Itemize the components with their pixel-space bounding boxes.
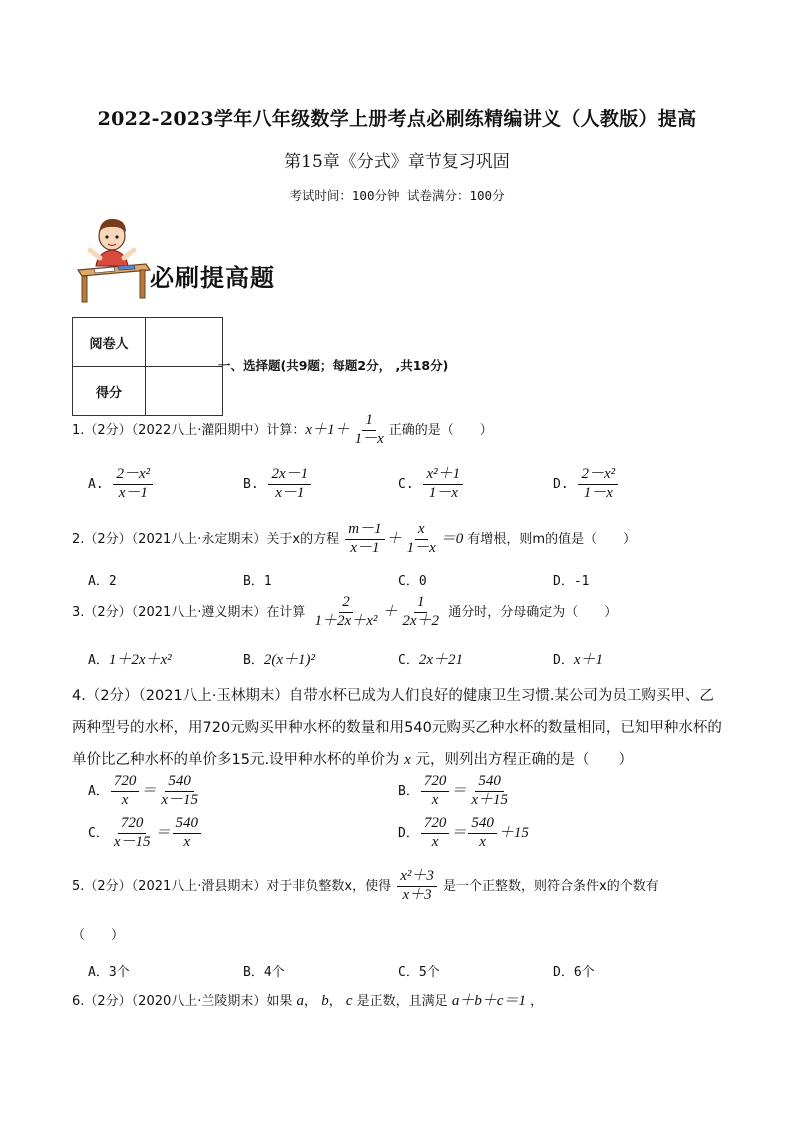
q5-answer-paren: （ ） [72,928,125,943]
q5-option-a[interactable]: A．3个 [88,965,130,980]
frac-den: x－15 [113,833,151,850]
frac-den: 1－x [583,484,613,501]
equals-sign: ＝ [141,782,157,799]
question-5 [72,869,659,904]
plus-sign: ＋ [386,530,402,547]
frac-num: 540 [468,816,497,834]
frac-den: 1＋2x＋x² [314,612,378,629]
question-4 [72,680,722,776]
q1-option-a[interactable] [88,467,155,502]
q3-tail: 通分时，分母确定为（ ） [448,604,618,620]
q1-option-d[interactable] [553,467,620,502]
frac-num: x²＋3 [397,869,437,887]
q5-tail: 是一个正整数，则符合条件x的个数有 [443,878,659,894]
option-fraction [578,467,618,502]
frac-num: m－1 [345,522,384,540]
option-label: D. [553,476,569,492]
score-label: 得分 [73,367,146,416]
q1-tail: 正确的是（ ） [388,422,493,438]
plus-sign: ＋ [382,603,398,620]
option-label: A． [88,653,109,668]
frac-num: 720 [111,774,140,792]
q4-text: 4.（2分）（2021八上·玉林期末）自带水杯已成为人们良好的健康卫生习惯.某公司为员工购买甲、乙两种型号的水杯，用720元购买甲种水杯的数量和用540元购买乙种水杯的数量相同，已知甲种水杯的单价比乙种水杯的单价多15元.设甲种水杯的单价为 [72,688,722,768]
frac-den: x－1 [350,539,380,556]
student-desk-illustration [74,214,152,304]
grader-label: 阅卷人 [73,318,146,367]
option-expr: 1＋2x＋x² [108,652,172,668]
q4-option-b[interactable] [398,774,513,809]
frac-num: 720 [421,774,450,792]
question-2 [72,522,636,557]
q4-option-a[interactable] [88,774,203,809]
chapter-subtitle: 第15章《分式》章节复习巩固 [284,152,510,172]
frac-den: x [121,791,129,808]
option-label: C． [398,653,419,668]
frac-den: x＋15 [471,791,509,808]
frac-num: 720 [421,816,450,834]
q1-expr: x＋1＋ [305,421,350,438]
frac-den: x＋3 [402,886,432,903]
document-title: 2022-2023学年八年级数学上册考点必刷练精编讲义（人教版）提高 [97,108,697,130]
frac-den: 1－x [428,484,458,501]
frac-den: x [183,833,191,850]
frac-left [421,774,450,809]
option-label: A． [88,783,109,799]
option-label: C． [88,825,109,841]
banner-title: 必刷提高题 [150,263,275,292]
frac-left [421,816,450,851]
option-fraction [268,467,311,502]
option-label: B． [243,653,264,668]
q6-stem: 6.（2分）（2020八上·兰陵期末）如果 [72,994,293,1009]
q2-option-a[interactable]: A．2 [88,574,117,589]
q6-expr: a＋b＋c＝1 [451,993,526,1009]
q1-option-b[interactable] [243,467,313,502]
q6-tail: ， [530,994,544,1009]
equals-zero: ＝0 [440,530,464,547]
score-blank [146,367,223,416]
exam-info: 考试时间：100分钟 试卷满分：100分 [289,188,505,203]
frac-den: x [431,833,439,850]
frac-right [468,774,511,809]
option-label: C. [398,476,414,492]
q2-fraction-1 [345,522,384,557]
desk-icon [78,264,150,302]
q1-frac-num: 1 [362,413,376,431]
frac-right [468,816,497,851]
frac-den: 1－x [406,539,436,556]
var-a: a [296,993,305,1009]
option-label: D． [398,825,419,841]
question-1 [72,413,493,448]
q3-fraction-1 [312,595,381,630]
q2-option-c[interactable]: C．0 [398,574,427,589]
frac-den: 2x＋2 [402,612,440,629]
frac-right [173,816,202,851]
q1-frac-den: 1－x [354,430,384,447]
frac-den: x－1 [275,484,305,501]
option-label: B． [398,783,419,799]
grader-table [72,317,223,416]
equals-sign: ＝ [451,782,467,799]
option-label: A. [88,476,104,492]
q3-option-b[interactable] [243,648,315,669]
option-expr: 2x＋21 [418,652,463,668]
q5-option-c[interactable]: C．5个 [398,965,440,980]
question-3 [72,595,617,630]
plus-fifteen: ＋15 [498,824,529,841]
q4-variable: x [404,752,411,768]
q2-stem: 2.（2分）（2021八上·永定期末）关于x的方程 [72,531,340,547]
frac-den: x [431,791,439,808]
q6-mid: 是正数，且满足 [356,994,448,1009]
option-label: B. [243,476,259,492]
question-6 [72,992,543,1010]
q3-option-c[interactable] [398,648,463,669]
option-fraction [113,467,153,502]
frac-left [111,816,154,851]
frac-den: x－1 [118,484,148,501]
frac-num: 2 [339,595,353,613]
section-heading: 一、选择题(共9题；每题2分， ,共18分) [218,358,449,373]
grader-blank [146,318,223,367]
q2-tail: 有增根，则m的值是（ ） [467,531,637,547]
frac-num: 540 [165,774,194,792]
frac-left [111,774,140,809]
q2-option-d[interactable]: D．-1 [553,574,590,589]
q4-tail: 元，则列出方程正确的是（ ） [415,752,633,768]
var-c: c [345,993,353,1009]
q2-option-b[interactable]: B．1 [243,574,272,589]
frac-num: 2－x² [113,467,153,485]
q1-fraction [352,413,387,448]
q5-option-d[interactable]: D．6个 [553,965,595,980]
option-expr: 2(x＋1)² [263,652,315,668]
q5-fraction [397,869,437,904]
frac-den: x－15 [161,791,199,808]
frac-num: 2x－1 [268,467,311,485]
q3-option-a[interactable] [88,648,172,669]
student-icon [90,219,134,266]
option-expr: x＋1 [573,652,603,668]
q4-option-c[interactable] [88,816,203,851]
frac-num: 2－x² [578,467,618,485]
q3-stem: 3.（2分）（2021八上·遵义期末）在计算 [72,604,306,620]
var-b: b [321,993,329,1009]
comma: ， [328,994,342,1009]
frac-right [158,774,201,809]
q2-fraction-2 [404,522,439,557]
frac-num: x [415,522,428,540]
frac-num: 540 [475,774,504,792]
frac-den: x [479,833,486,850]
equals-sign: ＝ [155,824,171,841]
equals-sign: ＝ [451,824,467,841]
frac-num: x²＋1 [423,467,463,485]
q1-stem: 1.（2分）（2022八上·灌阳期中）计算： [72,422,306,438]
q5-stem: 5.（2分）（2021八上·滑县期末）对于非负整数x，使得 [72,878,392,894]
frac-num: 720 [118,816,147,834]
q3-fraction-2 [399,595,442,630]
q1-option-c[interactable] [398,467,465,502]
option-label: D． [553,653,574,668]
q4-option-d[interactable] [398,816,529,851]
option-fraction [423,467,463,502]
frac-num: 1 [414,595,428,613]
comma: ， [304,994,318,1009]
frac-num: 540 [173,816,202,834]
q5-option-b[interactable]: B．4个 [243,965,285,980]
q3-option-d[interactable] [553,648,603,669]
